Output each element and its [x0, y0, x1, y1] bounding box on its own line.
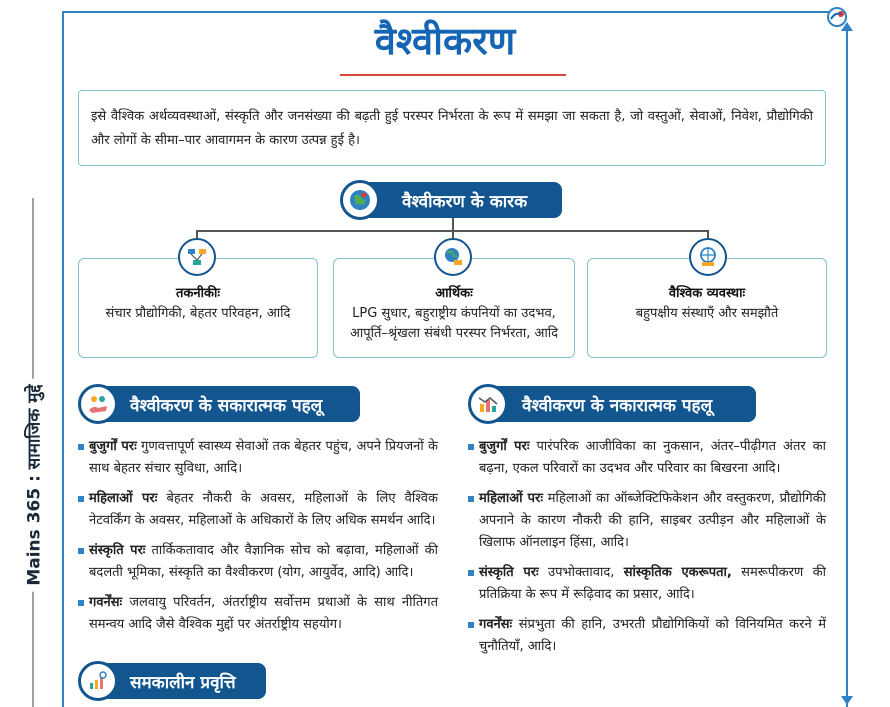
- item-text: जलवायु परिवर्तन, अंतर्राष्ट्रीय सर्वोत्तम प्रथाओं के साथ नीतिगत समन्वय आदि जैसे वैश्विक मुद्दों पर अंतर्राष्ट्रीय सहयोग।: [89, 595, 438, 632]
- definition-text: इसे वैश्विक अर्थव्यवस्थाओं, संस्कृति और जनसंख्या की बढ़ती हुई परस्पर निर्भरता के रूप में समझा जा सकता है, जो वस्तुओं, सेवाओं, निवेश, प्रौद्योगिकी और लोगों के सीमा–पार आवागमन के कारण उत्पन्न हुई है।: [91, 109, 813, 148]
- globe-institution-icon: [689, 238, 727, 276]
- frame-top-line: [62, 11, 832, 13]
- item-text: पारंपरिक आजीविका का नुकसान, अंतर–पीढ़ीगत अंतर का बढ़ना, एकल परिवारों का उदभव और परिवार का बिखरना आदि।: [479, 439, 827, 476]
- factor-text: संचार प्रौद्योगिकी, बेहतर परिवहन, आदि: [105, 306, 291, 321]
- connector-center-top: [452, 218, 454, 230]
- contemporary-heading-pill: [98, 663, 266, 699]
- item-text: गुणवत्तापूर्ण स्वास्थ्य सेवाओं तक बेहतर पहुंच, अपने प्रियजनों के साथ बेहतर संचार सुविधा, आदि।: [89, 439, 439, 476]
- globe-money-icon: [434, 238, 472, 276]
- positive-heading: वैश्वीकरण के सकारात्मक पहलू: [130, 395, 323, 416]
- factor-title: आर्थिकः: [435, 286, 473, 301]
- factor-title: वैश्विक व्यवस्थाः: [668, 286, 746, 301]
- negative-heading: वैश्वीकरण के नकारात्मक पहलू: [522, 395, 713, 416]
- item-text: समरूपीकरण की प्रतिक्रिया के रूप में रूढ़िवाद का प्रसार, आदि।: [479, 565, 826, 602]
- network-devices-icon: [178, 238, 216, 276]
- positive-list: [78, 436, 438, 644]
- item-label: महिलाओं परः: [479, 491, 543, 506]
- title-underline: [340, 74, 566, 76]
- item-bold-text: सांस्कृतिक एकरूपता,: [623, 565, 732, 580]
- frame-left-line: [62, 11, 64, 707]
- frame-right-line: [846, 24, 848, 707]
- item-label: महिलाओं परः: [89, 491, 158, 506]
- positive-hand-icon: [78, 384, 118, 424]
- list-item: [468, 614, 826, 658]
- item-label: संस्कृति परः: [479, 565, 539, 580]
- factor-text: बहुपक्षीय संस्थाएँ और समझौते: [635, 306, 779, 321]
- page-title: वैश्वीकरण: [374, 18, 516, 63]
- item-label: संस्कृति परः: [89, 543, 146, 558]
- contemporary-heading: समकालीन प्रवृत्ति: [130, 672, 236, 693]
- list-item: [78, 436, 438, 480]
- item-text: बेहतर नौकरी के अवसर, महिलाओं के लिए वैश्विक नेटवर्किंग के अवसर, महिलाओं के अधिकारों के लिए अधिक समर्थन आदि।: [89, 491, 438, 528]
- factor-title: तकनीकीः: [176, 286, 220, 301]
- negative-chart-icon: [468, 384, 508, 424]
- item-label: गवर्नेंसः: [89, 595, 123, 610]
- definition-box: [78, 90, 826, 166]
- list-item: [468, 488, 826, 554]
- item-text: महिलाओं का ऑब्जेक्टिफिकेशन और वस्तुकरण, प्रौद्योगिकी अपनाने के कारण नौकरी की हानि, साइबर उत्पीड़न और महिलाओं के खिलाफ ऑनलाइन हिंसा, आदि।: [479, 491, 826, 550]
- item-text: संप्रभुता की हानि, उभरती प्रौद्योगिकियों को विनियमित करने में चुनौतियाँ, आदि।: [479, 617, 826, 654]
- negative-heading-pill: [488, 386, 756, 422]
- trend-chart-icon: [78, 661, 118, 701]
- item-text: उपभोक्तावाद,: [548, 565, 615, 580]
- list-item: [78, 540, 438, 584]
- list-item: [468, 562, 826, 606]
- item-label: गवर्नेंसः: [479, 617, 513, 632]
- sidebar-label-wrap: [8, 360, 58, 610]
- item-label: बुजुर्गों परः: [89, 439, 137, 454]
- list-item: [78, 488, 438, 532]
- item-text: तार्किकतावाद और वैज्ञानिक सोच को बढ़ावा, महिलाओं की बदलती भूमिका, संस्कृति का वैश्वीकरण (योग, आयुर्वेद, आदि) आदि।: [89, 543, 438, 580]
- factors-globe-icon: [340, 180, 380, 220]
- arrow-down-icon: [841, 696, 853, 705]
- item-label: बुजुर्गों परः: [479, 439, 530, 454]
- factor-text: LPG सुधार, बहुराष्ट्रीय कंपनियों का उदभव, आपूर्ति–श्रृंखला संबंधी परस्पर निर्भरता, आदि: [349, 306, 559, 341]
- sidebar-label: Mains 365 : सामाजिक मुद्दे: [22, 378, 45, 591]
- positive-heading-pill: [98, 386, 360, 422]
- negative-list: [468, 436, 826, 666]
- list-item: [78, 592, 438, 636]
- list-item: [468, 436, 826, 480]
- factors-heading: वैश्वीकरण के कारक: [402, 191, 528, 212]
